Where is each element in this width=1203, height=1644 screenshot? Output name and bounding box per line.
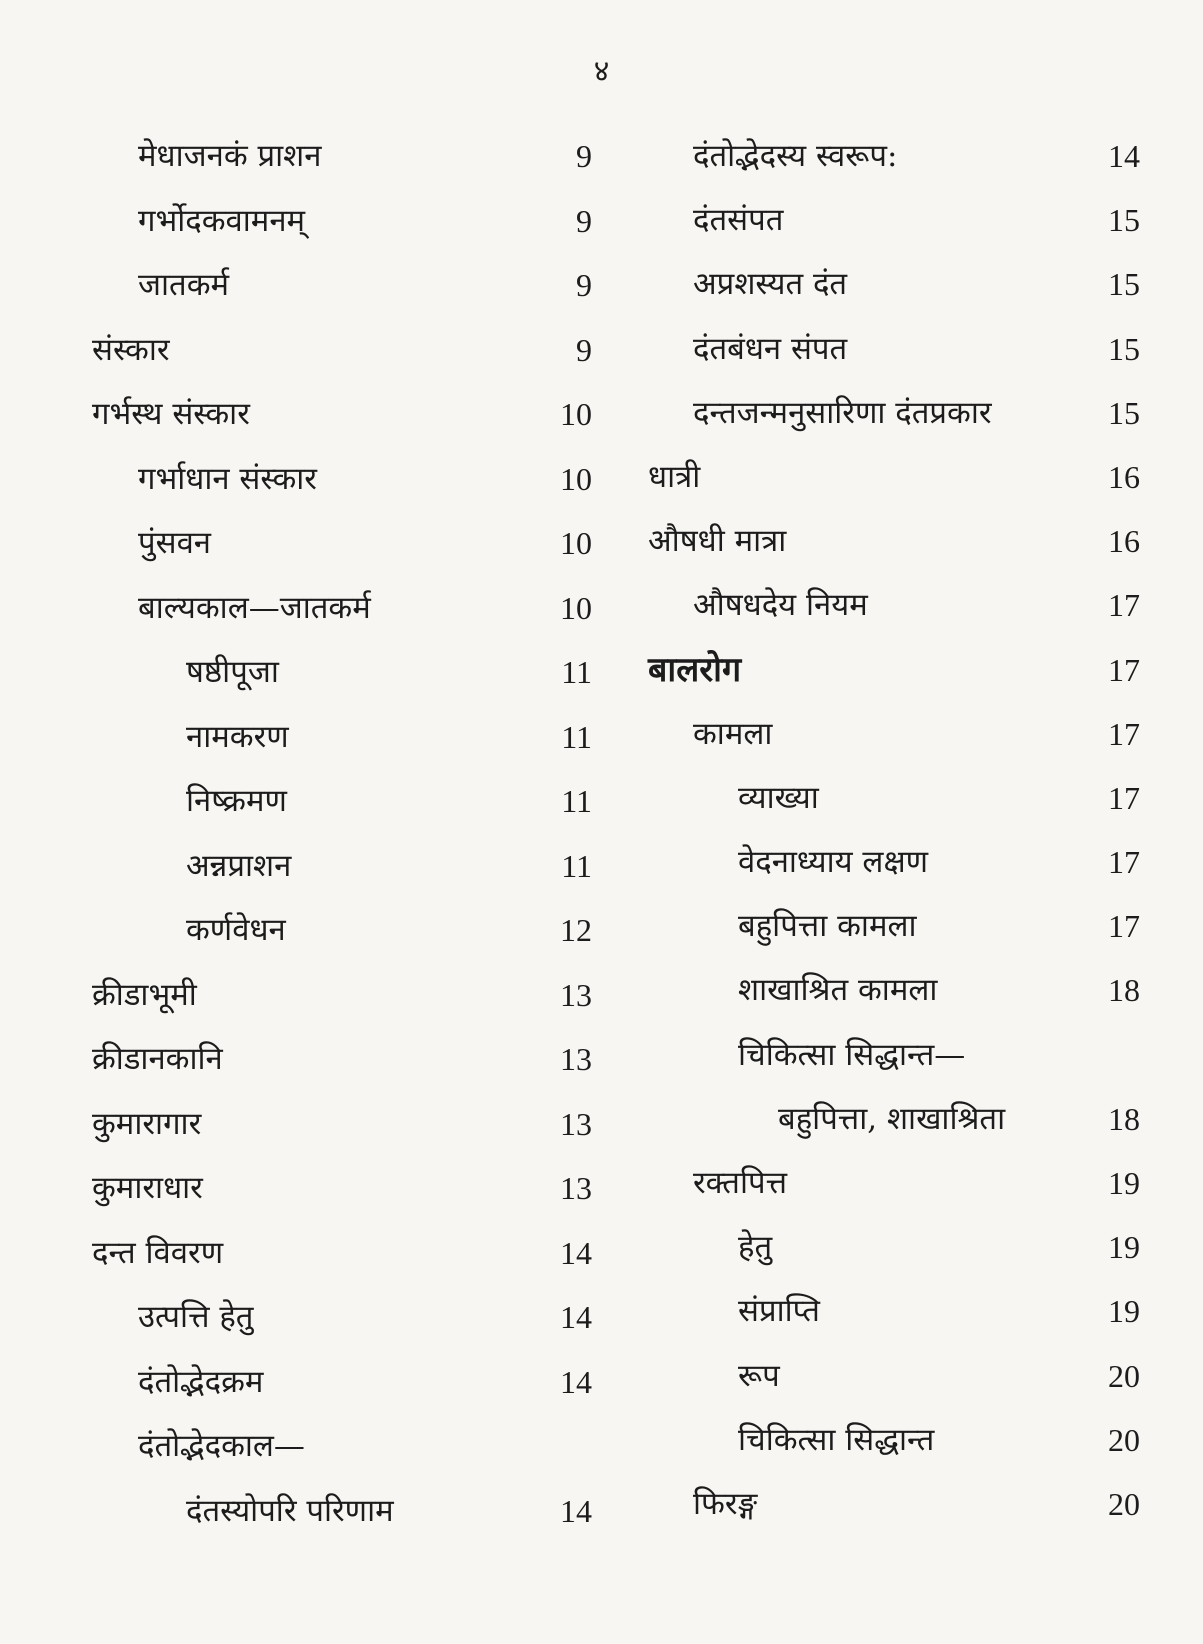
toc-entry [648, 1408, 1140, 1472]
toc-entry [92, 576, 592, 641]
toc-entry [92, 1285, 592, 1350]
toc-entry-title: नामकरण [186, 718, 289, 755]
toc-entry-title: जातकर्म [138, 267, 230, 303]
toc-entry [92, 963, 592, 1028]
toc-entry [648, 702, 1140, 766]
toc-entry-title: दंतोद्भेदस्य स्वरूप: [693, 138, 898, 174]
toc-entry-page: 14 [560, 1299, 592, 1335]
toc-entry-page: 15 [1108, 330, 1140, 367]
toc-entry-title: फिरङ्ग [693, 1485, 758, 1522]
toc-entry-page: 17 [1108, 587, 1140, 624]
toc-entry [648, 958, 1140, 1022]
toc-entry-title: उत्पत्ति हेतु [138, 1299, 254, 1335]
toc-entry-page: 9 [576, 331, 592, 368]
toc-entry-page: 12 [560, 912, 592, 948]
toc-entry-page: 15 [1108, 266, 1140, 303]
toc-entry-page: 14 [560, 1492, 592, 1529]
toc-entry-page: 13 [560, 1170, 592, 1206]
toc-entry-title: अन्नप्राशन [186, 847, 292, 884]
toc-entry [648, 445, 1140, 509]
toc-right-column [648, 124, 1140, 1536]
toc-entry-title: कुमारागार [92, 1105, 202, 1142]
toc-entry-title: मेधाजनकं प्राशन [138, 138, 322, 174]
toc-entry-title: दंतोद्भेदकाल— [138, 1428, 305, 1464]
toc-entry [92, 705, 592, 770]
toc-entry-title: वेदनाध्याय लक्षण [738, 844, 929, 881]
toc-entry [92, 1479, 592, 1544]
toc-entry [92, 189, 592, 254]
toc-entry-title: दंतस्योपरि परिणाम [186, 1492, 394, 1529]
toc-entry-page: 18 [1108, 1100, 1140, 1137]
toc-entry-page: 14 [1108, 138, 1140, 174]
toc-entry-title: दंतबंधन संपत [693, 330, 848, 367]
toc-entry-page: 15 [1108, 394, 1140, 431]
toc-entry [648, 381, 1140, 445]
toc-entry-title: रक्तपित्त [693, 1165, 788, 1201]
toc-entry-page: 9 [576, 138, 592, 174]
toc-entry-title: गर्भाधान संस्कार [138, 460, 317, 497]
toc-entry [92, 253, 592, 318]
toc-entry-title: दंतोद्भेदक्रम [138, 1363, 264, 1400]
toc-entry-title: रूप [738, 1357, 780, 1394]
toc-entry-page: 10 [560, 589, 592, 626]
toc-entry-page: 10 [560, 460, 592, 497]
toc-entry [648, 1023, 1140, 1087]
toc-entry-title: अप्रशस्यत दंत [693, 266, 848, 303]
toc-entry-title: षष्ठीपूजा [186, 654, 279, 690]
page-number: ४ [593, 54, 610, 89]
toc-entry-title: धात्री [648, 458, 701, 495]
toc-entry-title: निष्क्रमण [186, 783, 287, 819]
toc-entry-title: दन्त विवरण [92, 1234, 224, 1271]
toc-entry-title: कुमाराधार [92, 1170, 203, 1206]
toc-entry-page: 17 [1108, 908, 1140, 945]
toc-entry [648, 124, 1140, 188]
toc-entry-page: 20 [1108, 1485, 1140, 1522]
toc-entry-page: 13 [560, 1105, 592, 1142]
toc-entry [92, 769, 592, 834]
toc-entry-title: कर्णवेधन [186, 912, 286, 948]
toc-entry [92, 511, 592, 576]
toc-entry [92, 447, 592, 512]
toc-entry-title: दन्तजन्मनुसारिणा दंतप्रकार [693, 394, 992, 431]
toc-entry-title: गर्भोदकवामनम् [138, 202, 306, 239]
toc-entry-title: शाखाश्रित कामला [738, 972, 938, 1009]
toc-entry-title: औषधदेय नियम [693, 587, 868, 624]
toc-entry-title: औषधी मात्रा [648, 523, 787, 560]
toc-entry [648, 894, 1140, 958]
toc-entry-title: पुंसवन [138, 525, 212, 561]
toc-entry-page: 9 [576, 202, 592, 239]
toc-entry-title: क्रीडाभूमी [92, 976, 197, 1013]
toc-entry-title: चिकित्सा सिद्धान्त— [738, 1036, 966, 1073]
toc-entry-title: गर्भस्थ संस्कार [92, 396, 250, 432]
toc-entry-page: 16 [1108, 458, 1140, 495]
toc-entry-page: 17 [1108, 651, 1140, 688]
toc-entry [648, 1151, 1140, 1215]
toc-entry-page: 17 [1108, 715, 1140, 752]
toc-entry [92, 640, 592, 705]
toc-entry-page: 14 [560, 1363, 592, 1400]
toc-entry [92, 382, 592, 447]
toc-entry-page: 11 [561, 718, 592, 755]
toc-entry-page: 18 [1108, 972, 1140, 1009]
toc-entry [92, 898, 592, 963]
toc-entry-page: 10 [560, 525, 592, 561]
toc-entry-page: 13 [560, 976, 592, 1013]
toc-entry [648, 188, 1140, 252]
toc-entry [648, 252, 1140, 316]
toc-entry [92, 1027, 592, 1092]
toc-entry-title: कामला [693, 715, 773, 752]
toc-entry-page: 19 [1108, 1229, 1140, 1266]
toc-entry-title: बालरोग [648, 649, 742, 690]
toc-entry-title: बहुपित्ता, शाखाश्रिता [778, 1100, 1006, 1137]
toc-entry [92, 1092, 592, 1157]
toc-entry-title: व्याख्या [738, 779, 819, 816]
toc-entry-page: 16 [1108, 523, 1140, 560]
toc-entry [648, 509, 1140, 573]
toc-entry-title: संस्कार [92, 331, 170, 368]
toc-entry-page: 9 [576, 267, 592, 303]
toc-entry [92, 318, 592, 383]
toc-entry [92, 124, 592, 189]
toc-entry-page: 11 [561, 783, 592, 819]
toc-entry-page: 11 [561, 654, 592, 690]
toc-entry [648, 638, 1140, 702]
toc-entry-page: 20 [1108, 1421, 1140, 1458]
toc-entry [648, 830, 1140, 894]
toc-entry [92, 1414, 592, 1479]
toc-entry [648, 1087, 1140, 1151]
toc-entry [648, 766, 1140, 830]
toc-entry [648, 1215, 1140, 1279]
toc-entry-title: हेतु [738, 1229, 773, 1266]
toc-entry-title: बाल्यकाल—जातकर्म [138, 589, 371, 626]
toc-entry-page: 10 [560, 396, 592, 432]
toc-entry-title: चिकित्सा सिद्धान्त [738, 1421, 935, 1458]
toc-entry-page: 20 [1108, 1357, 1140, 1394]
toc-entry-page: 15 [1108, 202, 1140, 239]
toc-entry [92, 1350, 592, 1415]
toc-entry-title: क्रीडानकानि [92, 1041, 223, 1077]
toc-entry-page: 19 [1108, 1165, 1140, 1201]
toc-entry [648, 1279, 1140, 1343]
toc-entry-page: 19 [1108, 1293, 1140, 1330]
toc-entry-title: बहुपित्ता कामला [738, 908, 917, 945]
toc-entry-title: दंतसंपत [693, 202, 784, 239]
toc-entry-page: 13 [560, 1041, 592, 1077]
toc-entry-page: 17 [1108, 779, 1140, 816]
toc-entry [648, 573, 1140, 637]
toc-entry-page: 17 [1108, 844, 1140, 881]
toc-entry-page: 14 [560, 1234, 592, 1271]
toc-entry-page: 11 [561, 847, 592, 884]
toc-entry-title: संप्राप्ति [738, 1293, 820, 1330]
toc-entry [648, 1344, 1140, 1408]
toc-entry [648, 1472, 1140, 1536]
toc-entry [92, 1221, 592, 1286]
toc-left-column [92, 124, 592, 1543]
toc-entry [92, 1156, 592, 1221]
toc-entry [648, 317, 1140, 381]
toc-entry [92, 834, 592, 899]
